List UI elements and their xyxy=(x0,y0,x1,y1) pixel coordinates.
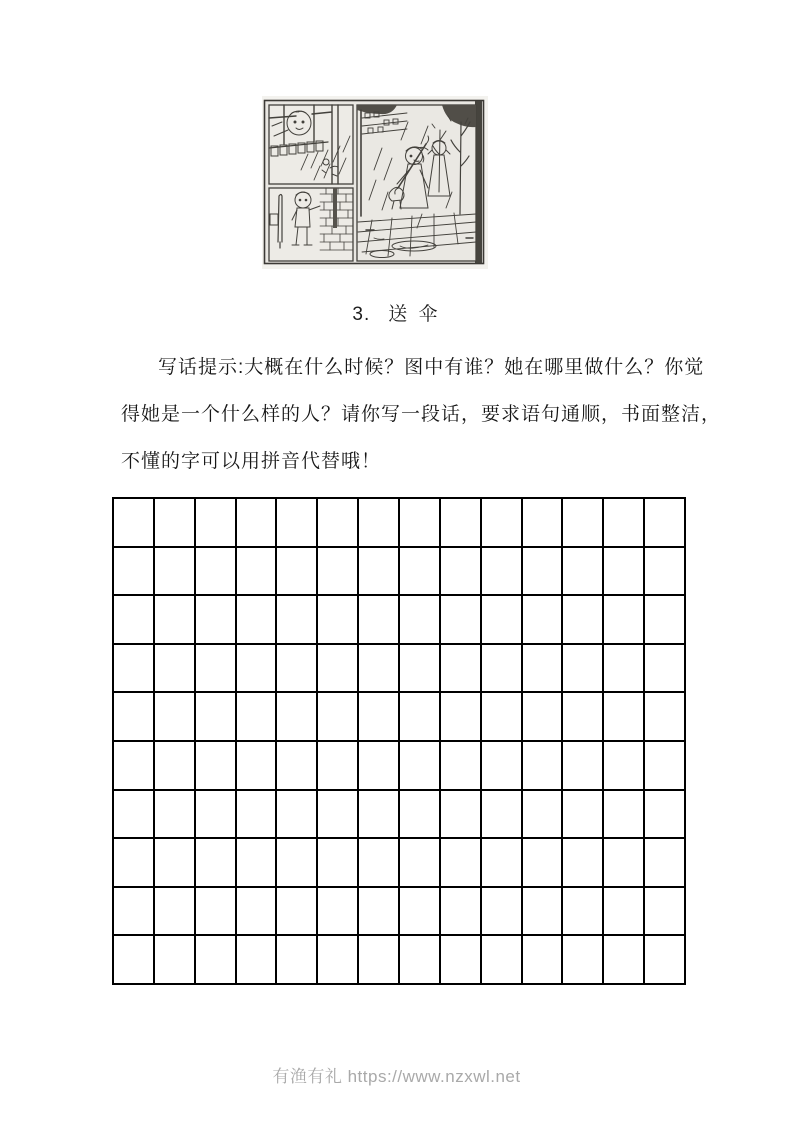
grid-cell xyxy=(196,693,235,740)
grid-cell xyxy=(196,791,235,838)
exercise-title xyxy=(0,299,793,326)
grid-cell xyxy=(318,839,357,886)
story-illustration xyxy=(262,96,488,269)
grid-cell xyxy=(645,791,684,838)
grid-cell xyxy=(604,548,643,595)
grid-cell xyxy=(277,645,316,692)
grid-cell xyxy=(645,596,684,643)
grid-cell xyxy=(523,499,562,546)
grid-cell xyxy=(318,499,357,546)
grid-cell xyxy=(155,839,194,886)
exercise-number: 3. xyxy=(352,304,371,325)
grid-cell xyxy=(277,548,316,595)
grid-cell xyxy=(441,499,480,546)
grid-cell xyxy=(604,499,643,546)
grid-cell xyxy=(441,645,480,692)
grid-cell xyxy=(523,936,562,983)
grid-cell xyxy=(563,548,602,595)
grid-cell xyxy=(277,936,316,983)
grid-cell xyxy=(359,645,398,692)
grid-cell xyxy=(400,693,439,740)
grid-cell xyxy=(400,936,439,983)
grid-cell xyxy=(196,839,235,886)
grid-cell xyxy=(277,693,316,740)
grid-cell xyxy=(563,936,602,983)
grid-cell xyxy=(318,596,357,643)
grid-cell xyxy=(237,839,276,886)
grid-cell xyxy=(114,645,153,692)
grid-cell xyxy=(114,791,153,838)
grid-cell xyxy=(441,888,480,935)
grid-cell xyxy=(604,791,643,838)
grid-cell xyxy=(237,596,276,643)
grid-cell xyxy=(645,693,684,740)
grid-cell xyxy=(155,888,194,935)
grid-cell xyxy=(359,791,398,838)
grid-cell xyxy=(114,888,153,935)
writing-prompt xyxy=(121,344,722,485)
grid-cell xyxy=(114,936,153,983)
grid-cell xyxy=(196,499,235,546)
grid-cell xyxy=(277,499,316,546)
grid-cell xyxy=(523,548,562,595)
grid-cell xyxy=(400,888,439,935)
prompt-line: 得她是一个什么样的人？请你写一段话，要求语句通顺，书面整洁， xyxy=(121,404,722,425)
grid-cell xyxy=(155,548,194,595)
grid-cell xyxy=(563,888,602,935)
rainy-day-umbrella-comic-drawing xyxy=(262,96,488,269)
grid-cell xyxy=(196,548,235,595)
grid-cell xyxy=(645,548,684,595)
grid-cell xyxy=(359,888,398,935)
writing-grid xyxy=(112,497,686,985)
grid-cell xyxy=(155,645,194,692)
grid-cell xyxy=(277,596,316,643)
grid-cell xyxy=(359,936,398,983)
grid-cell xyxy=(604,645,643,692)
grid-cell xyxy=(359,499,398,546)
grid-cell xyxy=(318,936,357,983)
grid-cell xyxy=(237,645,276,692)
grid-cell xyxy=(318,888,357,935)
grid-cell xyxy=(155,791,194,838)
grid-cell xyxy=(114,548,153,595)
grid-cell xyxy=(237,742,276,789)
grid-cell xyxy=(237,936,276,983)
grid-cell xyxy=(400,548,439,595)
grid-cell xyxy=(482,936,521,983)
grid-cell xyxy=(400,791,439,838)
grid-cell xyxy=(318,693,357,740)
grid-cell xyxy=(441,839,480,886)
grid-cell xyxy=(482,742,521,789)
grid-cell xyxy=(196,645,235,692)
grid-cell xyxy=(441,596,480,643)
grid-cell xyxy=(441,936,480,983)
grid-cell xyxy=(155,499,194,546)
grid-cell xyxy=(604,742,643,789)
grid-cell xyxy=(604,839,643,886)
grid-cell xyxy=(523,742,562,789)
grid-cell xyxy=(114,839,153,886)
grid-cell xyxy=(645,936,684,983)
grid-cell xyxy=(277,791,316,838)
grid-cell xyxy=(318,548,357,595)
grid-cell xyxy=(114,742,153,789)
grid-cell xyxy=(196,742,235,789)
grid-cell xyxy=(114,693,153,740)
prompt-line: 不懂的字可以用拼音代替哦！ xyxy=(121,451,382,472)
grid-cell xyxy=(441,548,480,595)
grid-cell xyxy=(482,645,521,692)
grid-cell xyxy=(359,693,398,740)
grid-cell xyxy=(645,888,684,935)
footer-credit: 有渔有礼 https://www.nzxwl.net xyxy=(272,1067,521,1086)
grid-cell xyxy=(155,596,194,643)
grid-cell xyxy=(523,888,562,935)
grid-cell xyxy=(155,742,194,789)
grid-cell xyxy=(523,693,562,740)
grid-cell xyxy=(237,499,276,546)
grid-cell xyxy=(114,499,153,546)
grid-cell xyxy=(114,596,153,643)
grid-cell xyxy=(400,645,439,692)
grid-cell xyxy=(359,596,398,643)
grid-cell xyxy=(237,888,276,935)
grid-cell xyxy=(604,936,643,983)
grid-cell xyxy=(400,499,439,546)
grid-cell xyxy=(196,936,235,983)
grid-cell xyxy=(563,693,602,740)
grid-cell xyxy=(359,839,398,886)
grid-cell xyxy=(563,791,602,838)
grid-cell xyxy=(645,839,684,886)
grid-cell xyxy=(400,839,439,886)
grid-cell xyxy=(155,936,194,983)
grid-cell xyxy=(563,742,602,789)
grid-cell xyxy=(237,791,276,838)
grid-cell xyxy=(523,791,562,838)
grid-cell xyxy=(523,596,562,643)
grid-cell xyxy=(482,693,521,740)
grid-cell xyxy=(359,742,398,789)
grid-cell xyxy=(277,742,316,789)
grid-cell xyxy=(237,693,276,740)
grid-cell xyxy=(155,693,194,740)
grid-cell xyxy=(196,888,235,935)
grid-cell xyxy=(318,742,357,789)
grid-cell xyxy=(196,596,235,643)
grid-cell xyxy=(441,693,480,740)
grid-cell xyxy=(400,596,439,643)
prompt-line: 写话提示:大概在什么时候？图中有谁？她在哪里做什么？你觉 xyxy=(158,357,705,378)
grid-cell xyxy=(400,742,439,789)
grid-cell xyxy=(563,839,602,886)
grid-cell xyxy=(441,742,480,789)
grid-cell xyxy=(441,791,480,838)
exercise-title-text: 送 伞 xyxy=(388,304,441,325)
grid-cell xyxy=(645,499,684,546)
grid-cell xyxy=(237,548,276,595)
grid-cell xyxy=(318,645,357,692)
grid-cell xyxy=(482,596,521,643)
grid-cell xyxy=(563,645,602,692)
grid-cell xyxy=(482,839,521,886)
grid-cell xyxy=(563,499,602,546)
grid-cell xyxy=(563,596,602,643)
grid-cell xyxy=(645,742,684,789)
grid-cell xyxy=(482,888,521,935)
grid-cell xyxy=(523,645,562,692)
grid-cell xyxy=(359,548,398,595)
grid-cell xyxy=(482,548,521,595)
grid-cell xyxy=(523,839,562,886)
grid-cell xyxy=(318,791,357,838)
grid-cell xyxy=(604,596,643,643)
grid-cell xyxy=(604,888,643,935)
grid-cell xyxy=(482,499,521,546)
grid-cell xyxy=(604,693,643,740)
grid-cell xyxy=(277,839,316,886)
grid-cell xyxy=(645,645,684,692)
grid-cell xyxy=(277,888,316,935)
grid-cell xyxy=(482,791,521,838)
